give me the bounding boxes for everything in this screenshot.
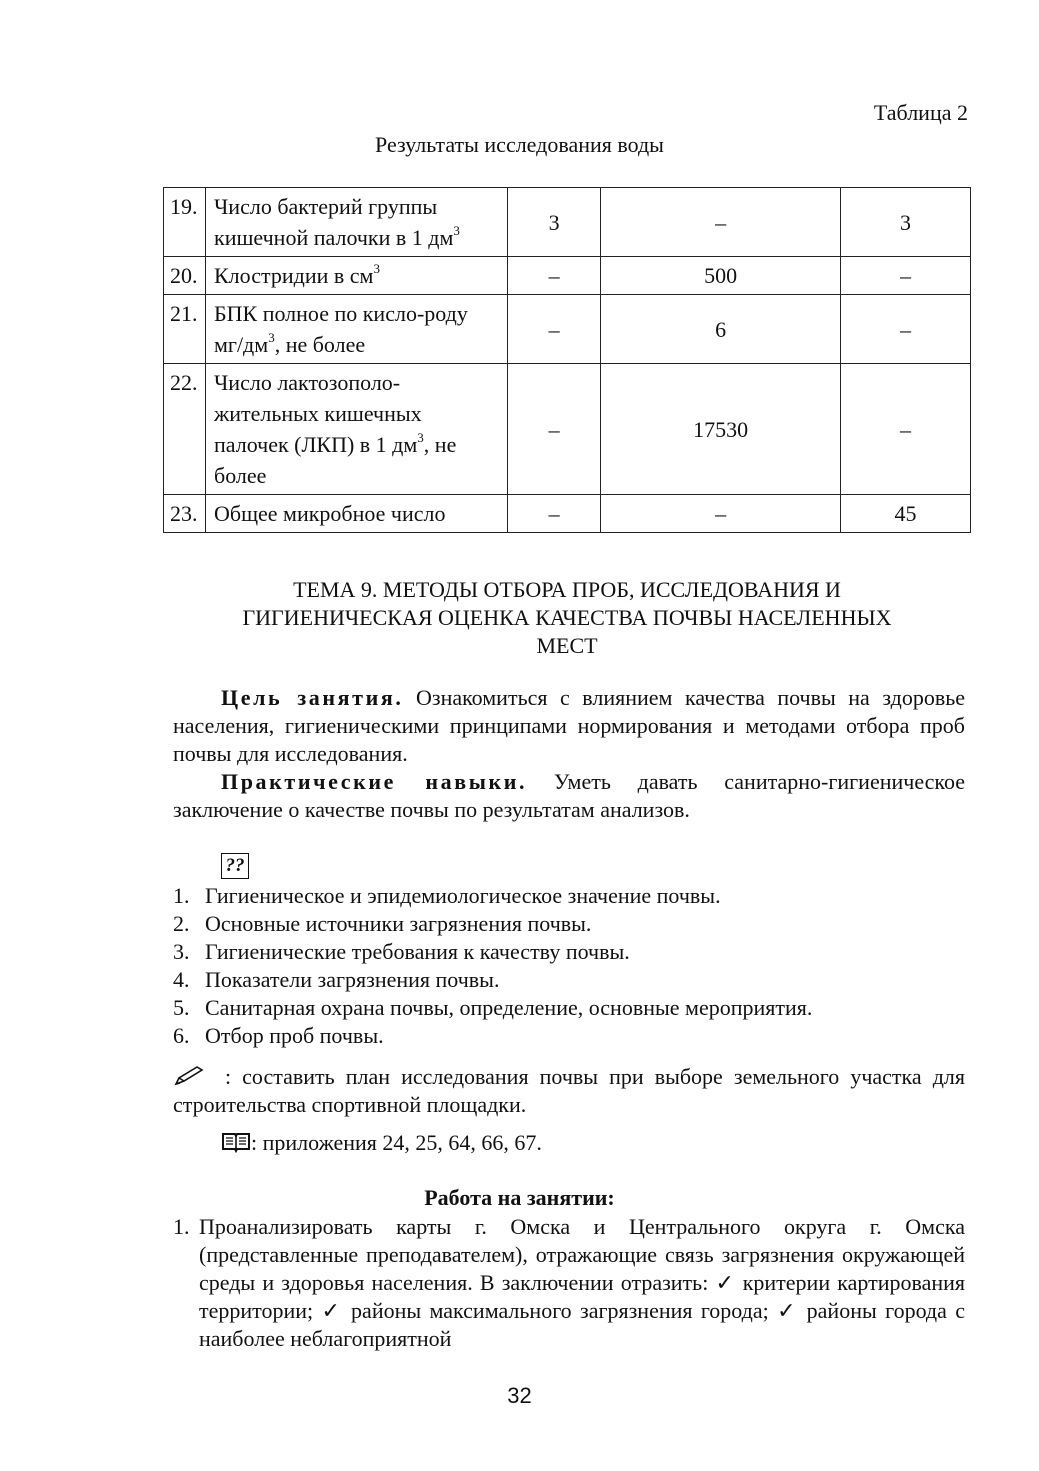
question-number: 3. (173, 939, 190, 964)
book-icon (221, 1131, 251, 1153)
indicator-text: Число бактерий группы кишечной палочки в 1 дм (214, 194, 454, 250)
refs-line (221, 1129, 542, 1157)
questions-icon: ?? (221, 853, 249, 879)
work-item-number: 1. (173, 1214, 190, 1239)
question-text: Санитарная охрана почвы, определение, основные мероприятия. (205, 995, 813, 1020)
value-cell-3: – (841, 364, 971, 495)
indicator-name (206, 188, 508, 257)
value-cell-2: 17530 (601, 364, 841, 495)
question-number: 2. (173, 911, 190, 936)
skills-text: Уметь давать санитарно-гигиеническое заключение о качестве почвы по результатам анализов. (173, 769, 966, 822)
question-item (173, 882, 965, 910)
table-row (164, 188, 971, 257)
row-number: 19. (164, 188, 206, 257)
indicator-unit-exponent: 3 (373, 261, 380, 276)
value-cell-3: 45 (841, 495, 971, 533)
water-results-table (163, 187, 971, 533)
topic-title-line-1: ТЕМА 9. МЕТОДЫ ОТБОРА ПРОБ, ИССЛЕДОВАНИЯ И (293, 577, 841, 602)
work-list (173, 1213, 965, 1353)
indicator-text: Клостридии в см (214, 263, 374, 288)
indicator-text: Общее микробное число (214, 501, 446, 526)
question-number: 4. (173, 967, 190, 992)
indicator-unit-exponent: 3 (453, 223, 460, 238)
indicator-unit-exponent: 3 (417, 430, 424, 445)
indicator-text: БПК полное по кисло-роду мг/дм (214, 301, 468, 357)
question-item (173, 1022, 965, 1050)
task-text: : составить план исследования почвы при выборе земельного участка для строительства спортивной площадки. (173, 1064, 965, 1117)
question-text: Гигиеническое и эпидемиологическое значение почвы. (205, 883, 721, 908)
value-cell-1: – (508, 495, 601, 533)
table-row (164, 295, 971, 364)
question-item (173, 966, 965, 994)
value-cell-3: – (841, 295, 971, 364)
row-number: 22. (164, 364, 206, 495)
indicator-name (206, 295, 508, 364)
questions-list (173, 882, 965, 1050)
page-number: 32 (507, 1383, 532, 1408)
value-cell-2: 6 (601, 295, 841, 364)
topic-title-line-3: МЕСТ (536, 633, 598, 658)
topic-title-line-2: ГИГИЕНИЧЕСКАЯ ОЦЕНКА КАЧЕСТВА ПОЧВЫ НАСЕЛЕННЫХ (242, 605, 892, 630)
table-row (164, 364, 971, 495)
question-number: 1. (173, 883, 190, 908)
indicator-name (206, 257, 508, 295)
work-item-text: Проанализировать карты г. Омска и Центрального округа г. Омска (представленные преподавателем), отражающие связь загрязнения окружающей среды и здоровья населения. В заключении отразить: ✓ критерии картирования территории; ✓ районы максимального загрязнения города; ✓ районы города с наиболее неблагоприятной (199, 1214, 965, 1351)
question-item (173, 938, 965, 966)
topic-title (163, 576, 971, 660)
skills-label: Практические навыки. (221, 769, 528, 794)
question-number: 6. (173, 1023, 190, 1048)
goal-label: Цель занятия. (221, 685, 404, 710)
row-number: 20. (164, 257, 206, 295)
value-cell-1: – (508, 364, 601, 495)
question-text: Гигиенические требования к качеству почвы. (205, 939, 630, 964)
table-row (164, 495, 971, 533)
refs-text: : приложения 24, 25, 64, 66, 67. (251, 1130, 542, 1155)
value-cell-1: – (508, 295, 601, 364)
work-title: Работа на занятии: (424, 1185, 615, 1210)
table-body (164, 188, 971, 533)
value-cell-1: – (508, 257, 601, 295)
row-number: 23. (164, 495, 206, 533)
value-cell-1: 3 (508, 188, 601, 257)
indicator-name (206, 495, 508, 533)
value-cell-3: 3 (841, 188, 971, 257)
value-cell-2: – (601, 495, 841, 533)
value-cell-3: – (841, 257, 971, 295)
value-cell-2: 500 (601, 257, 841, 295)
table-title: Результаты исследования воды (375, 132, 664, 157)
question-item (173, 994, 965, 1022)
question-item (173, 910, 965, 938)
skills-paragraph (173, 768, 965, 824)
question-number: 5. (173, 995, 190, 1020)
indicator-unit-exponent: 3 (268, 330, 275, 345)
indicator-suffix: , не более (214, 432, 457, 488)
goal-text: Ознакомиться с влиянием качества почвы на здоровье населения, гигиеническими принципами нормирования и методами отбора проб почвы для исследования. (173, 685, 965, 766)
pencil-icon (173, 1065, 205, 1087)
table-row (164, 257, 971, 295)
indicator-text: Число лактозополо-жительных кишечных палочек (ЛКП) в 1 дм (214, 370, 422, 457)
value-cell-2: – (601, 188, 841, 257)
question-text: Основные источники загрязнения почвы. (205, 911, 592, 936)
work-item (173, 1213, 965, 1353)
indicator-suffix: , не более (274, 332, 366, 357)
question-text: Показатели загрязнения почвы. (205, 967, 500, 992)
task-paragraph (173, 1063, 965, 1119)
question-text: Отбор проб почвы. (205, 1023, 384, 1048)
row-number: 21. (164, 295, 206, 364)
indicator-name (206, 364, 508, 495)
table-label: Таблица 2 (873, 100, 968, 125)
goal-paragraph (173, 684, 965, 768)
